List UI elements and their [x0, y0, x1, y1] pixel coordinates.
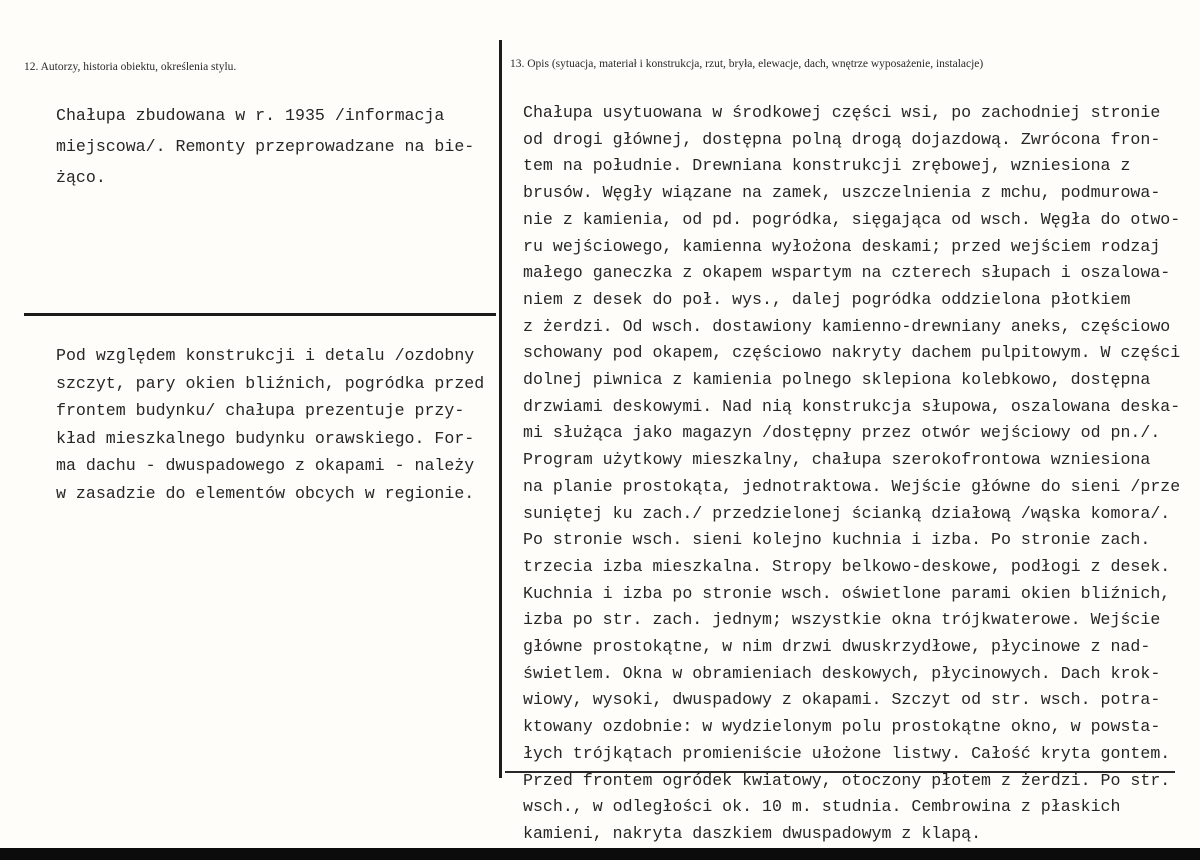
text-line: szczyt, pary okien bliźnich, pogródka przed	[56, 373, 485, 393]
text-line: izba po str. zach. jednym; wszystkie okna trójkwaterowe. Wejście	[523, 610, 1161, 630]
text-line: miejscowa/. Remonty przeprowadzane na bie-	[56, 137, 475, 156]
text-line: małego ganeczka z okapem wspartym na czterech słupach i oszalowa-	[523, 263, 1171, 283]
text-line: na planie prostokąta, jednotraktowa. Wejście główne do sieni /prze	[523, 476, 1181, 496]
text-line: z żerdzi. Od wsch. dostawiony kamienno-drewniany aneks, częściowo	[523, 316, 1171, 336]
text-line: ktowany ozdobnie: w wydzielonym polu prostokątne okno, w powsta-	[523, 717, 1161, 737]
text-line: świetlem. Okna w obramieniach deskowych, płycinowych. Dach krok-	[523, 663, 1161, 683]
text-line: suniętej ku zach./ przedzielonej ścianką działową /wąska komora/.	[523, 503, 1171, 523]
text-line: tem na południe. Drewniana konstrukcji zrębowej, wzniesiona z	[523, 156, 1131, 176]
text-line: trzecia izba mieszkalna. Stropy belkowo-deskowe, podłogi z desek.	[523, 556, 1171, 576]
column-divider	[499, 40, 502, 778]
text-line: schowany pod okapem, częściowo nakryty dachem pulpitowym. W części	[523, 343, 1181, 363]
text-line: ru wejściowego, kamienna wyłożona deskami; przed wejściem rodzaj	[523, 236, 1161, 256]
text-line: żąco.	[56, 168, 106, 187]
text-line: drzwiami deskowymi. Nad nią konstrukcja słupowa, oszalowana deska-	[523, 396, 1181, 416]
field-13-label: 13. Opis (sytuacja, materiał i konstrukcja, rzut, bryła, elewacje, dach, wnętrze wyposażenie, instalacje)	[510, 58, 984, 70]
text-line: frontem budynku/ chałupa prezentuje przy-	[56, 401, 465, 420]
text-line: wiowy, wysoki, dwuspadowy z okapami. Szczyt od str. wsch. potra-	[523, 690, 1161, 710]
left-section-divider	[24, 313, 496, 316]
text-line: łych trójkątach promieniście ułożone listwy. Całość kryta gontem.	[523, 743, 1171, 763]
unlabeled-field-text	[56, 342, 484, 507]
text-line: wsch., w odległości ok. 10 m. studnia. Cembrowina z płaskich	[523, 797, 1121, 817]
text-line: Pod względem konstrukcji i detalu /ozdobny	[56, 346, 475, 365]
text-line: Przed frontem ogródek kwiatowy, otoczony płotem z żerdzi. Po str.	[523, 770, 1171, 790]
text-line: Chałupa zbudowana w r. 1935 /informacja	[56, 106, 445, 125]
text-line: kamieni, nakryta daszkiem dwuspadowym z klapą.	[523, 823, 982, 843]
text-line: niem z desek do poł. wys., dalej pogródka oddzielona płotkiem	[523, 289, 1131, 309]
text-line: od drogi głównej, dostępna polną drogą dojazdową. Zwrócona fron-	[523, 129, 1161, 149]
text-line: nie z kamienia, od pd. pogródka, sięgająca od wsch. Węgła do otwo-	[523, 209, 1181, 229]
text-line: brusów. Węgły wiązane na zamek, uszczelnienia z mchu, podmurowa-	[523, 183, 1161, 203]
text-line: główne prostokątne, w nim drzwi dwuskrzydłowe, płycinowe z nad-	[523, 637, 1151, 657]
text-line: mi służąca jako magazyn /dostępny przez otwór wejściowy od pn./.	[523, 423, 1161, 443]
text-line: kład mieszkalnego budynku orawskiego. For-	[56, 428, 475, 448]
field-13-text	[523, 100, 1180, 848]
text-line: Chałupa usytuowana w środkowej części wsi, po zachodniej stronie	[523, 103, 1161, 122]
text-line: Kuchnia i izba po stronie wsch. oświetlone parami okien bliźnich,	[523, 583, 1171, 603]
field-12-label: 12. Autorzy, historia obiektu, określenia stylu.	[24, 61, 237, 73]
text-line: Po stronie wsch. sieni kolejno kuchnia i izba. Po stronie zach.	[523, 530, 1151, 550]
text-line: ma dachu - dwuspadowego z okapami - należy	[56, 456, 475, 475]
text-line: w zasadzie do elementów obcych w regionie.	[56, 483, 475, 503]
field-12-text	[56, 100, 474, 193]
text-line: Program użytkowy mieszkalny, chałupa szerokofrontowa wzniesiona	[523, 450, 1151, 470]
text-line: dolnej piwnica z kamienia polnego sklepiona kolebkowo, dostępna	[523, 370, 1151, 390]
